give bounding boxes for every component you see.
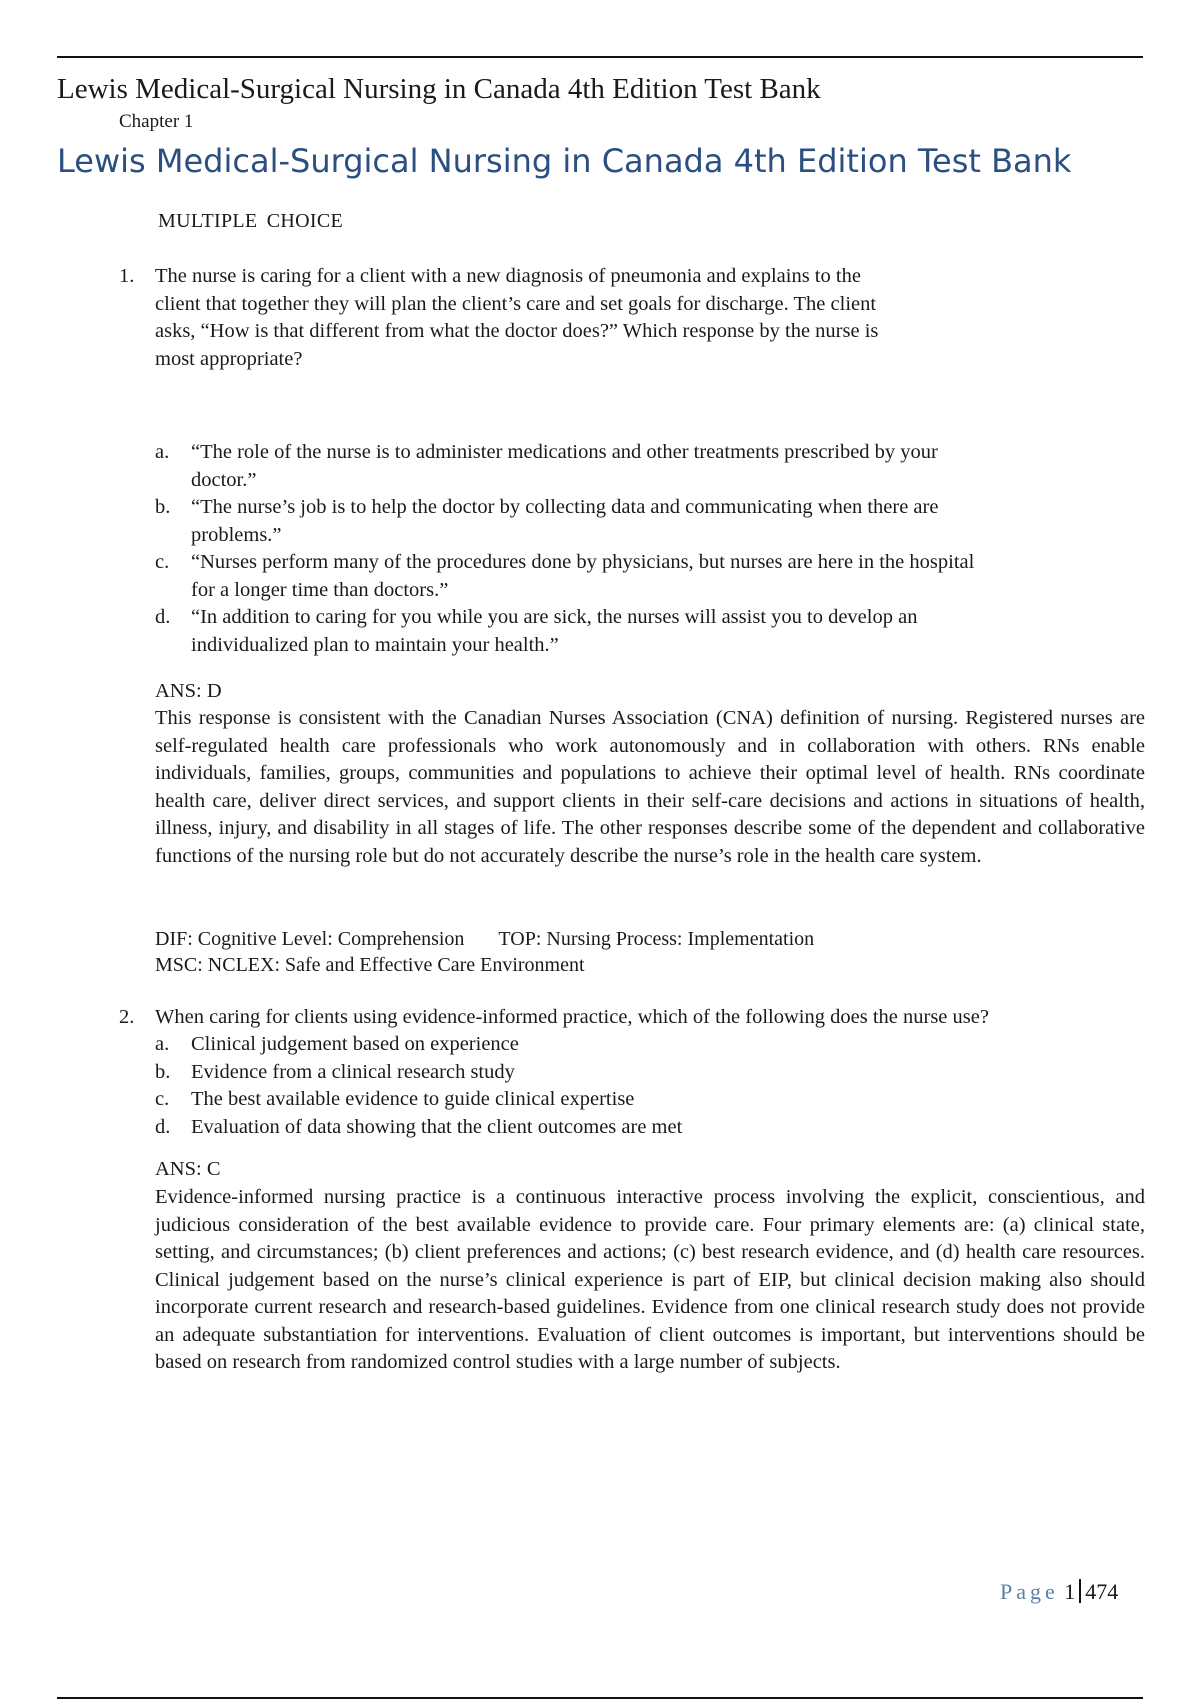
option-letter: a. — [155, 441, 170, 463]
difficulty-label: DIF: Cognitive Level: Comprehension — [155, 928, 465, 950]
answer-options-1 — [155, 439, 995, 659]
page-word: Page — [1000, 1579, 1059, 1604]
option-letter: c. — [155, 551, 170, 573]
question-stem: The nurse is caring for a client with a new diagnosis of pneumonia and explains to the client that together they will plan the client’s care and set goals for discharge. The client asks, “How is that different from what the doctor does?” Which response by the nurse is most appropriate? — [155, 265, 879, 370]
page-separator — [1079, 1579, 1081, 1603]
topic-label: TOP: Nursing Process: Implementation — [498, 928, 815, 950]
option-letter: d. — [155, 1115, 171, 1138]
page-title: Lewis Medical-Surgical Nursing in Canada 4th Edition Test Bank — [57, 142, 1072, 180]
option-text: Clinical judgement based on experience — [191, 1033, 519, 1055]
option-b — [155, 494, 995, 549]
question-1 — [119, 263, 879, 373]
bottom-rule — [57, 1697, 1143, 1699]
option-letter: d. — [155, 606, 171, 628]
page-footer — [1000, 1578, 1118, 1606]
option-text: Evidence from a clinical research study — [191, 1060, 515, 1083]
msc-label: MSC: NCLEX: Safe and Effective Care Environment — [155, 954, 585, 976]
page-total: 474 — [1085, 1579, 1119, 1604]
option-text: The best available evidence to guide clinical expertise — [191, 1088, 635, 1110]
question-metadata-dif-top — [155, 926, 814, 952]
answer-key-2: ANS: C — [155, 1158, 221, 1180]
option-letter: a. — [155, 1033, 170, 1055]
option-b — [155, 1059, 995, 1087]
answer-key-1: ANS: D — [155, 680, 222, 702]
option-text: “In addition to caring for you while you are sick, the nurses will assist you to develop an individualized plan to maintain your health.” — [191, 606, 918, 656]
answer-options-2 — [155, 1031, 995, 1141]
option-text: “The nurse’s job is to help the doctor by collecting data and communicating when there are problems.” — [191, 496, 939, 546]
option-text: Evaluation of data showing that the client outcomes are met — [191, 1115, 683, 1138]
option-a — [155, 1031, 995, 1059]
option-c — [155, 549, 995, 604]
question-number: 1. — [119, 265, 135, 287]
question-number: 2. — [119, 1006, 135, 1028]
running-title: Lewis Medical-Surgical Nursing in Canada 4th Edition Test Bank — [57, 73, 821, 105]
option-d — [155, 1114, 995, 1142]
page-number: 1 — [1064, 1579, 1076, 1604]
option-letter: b. — [155, 496, 171, 518]
option-letter: c. — [155, 1088, 170, 1110]
option-letter: b. — [155, 1060, 171, 1083]
option-text: “The role of the nurse is to administer medications and other treatments prescribed by your doctor.” — [191, 441, 938, 491]
question-stem: When caring for clients using evidence-informed practice, which of the following does the nurse use? — [155, 1006, 989, 1028]
option-text: “Nurses perform many of the procedures done by physicians, but nurses are here in the hospital for a longer time than doctors.” — [191, 551, 975, 601]
rationale-2: Evidence-informed nursing practice is a continuous interactive process involving the explicit, conscientious, and judicious consideration of the best available evidence to provide care. Four primary elements are: (a) clinical state, setting, and circumstances; (b) client preferences and actions; (c) best research evidence, and (d) health care resources. Clinical judgement based on the nurse’s clinical experience is part of EIP, but clinical decision making also should incorporate current research and research-based guidelines. Evidence from one clinical research study does not provide an adequate substantiation for interventions. Evaluation of client outcomes is important, but interventions should be based on research from randomized control studies with a large number of subjects. — [155, 1186, 1145, 1373]
option-d — [155, 604, 995, 659]
rationale-1: This response is consistent with the Canadian Nurses Association (CNA) definition of nursing. Registered nurses are self-regulated health care professionals who work autonomously and in collaboration with others. RNs enable individuals, families, groups, communities and populations to achieve their optimal level of health. RNs coordinate health care, deliver direct services, and support clients in their self-care decisions and actions in situations of health, illness, injury, and disability in all stages of life. The other responses describe some of the dependent and collaborative functions of the nursing role but do not accurately describe the nurse’s role in the health care system. — [155, 707, 1145, 867]
option-c — [155, 1086, 995, 1114]
question-2 — [119, 1004, 1159, 1032]
section-heading: MULTIPLE CHOICE — [158, 210, 343, 232]
chapter-label: Chapter 1 — [119, 111, 194, 132]
option-a — [155, 439, 995, 494]
top-rule — [57, 56, 1143, 58]
